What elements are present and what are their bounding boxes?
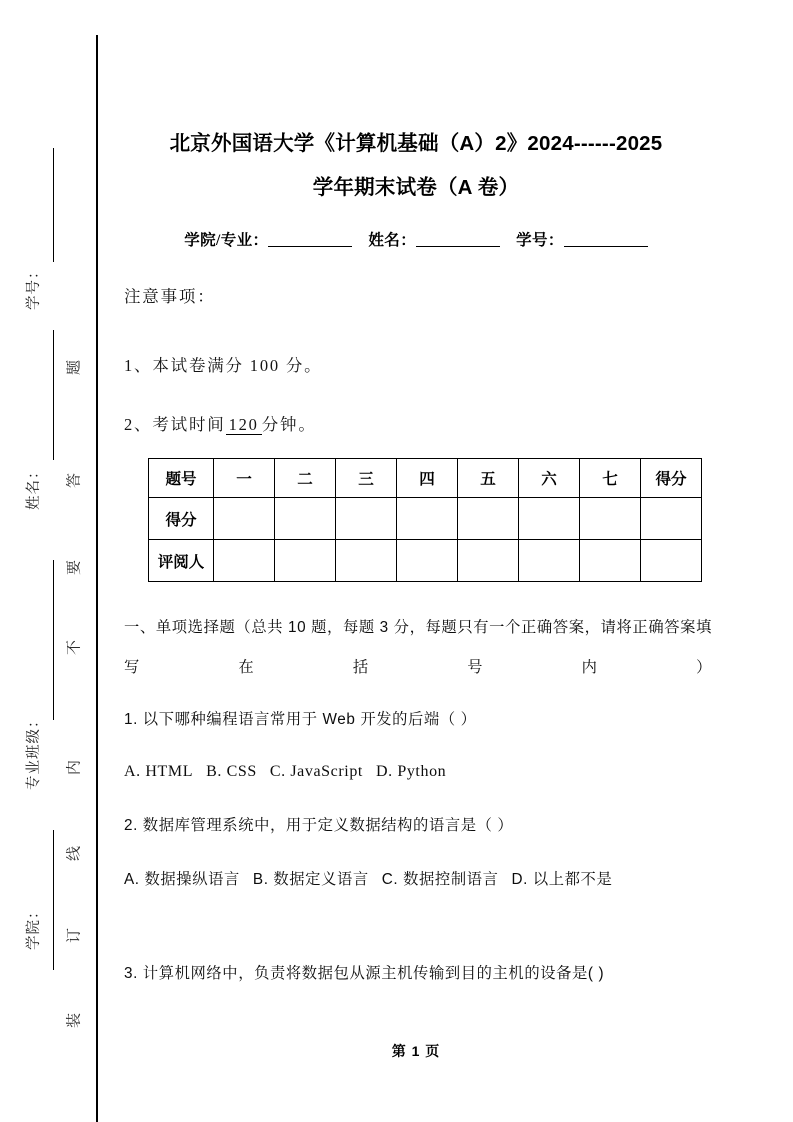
header-cell-7: 七 — [580, 459, 641, 498]
question-2-options — [124, 860, 712, 900]
reviewer-cell-5[interactable] — [458, 540, 519, 582]
score-cell-total[interactable] — [641, 498, 702, 540]
question-1-options — [124, 752, 712, 792]
margin-rule-college — [53, 830, 54, 970]
question-1-option-b[interactable]: B. CSS — [206, 763, 257, 780]
score-table — [148, 458, 702, 582]
title-line-2: 学年期末试卷（A 卷） — [312, 176, 520, 199]
name-field[interactable] — [416, 231, 500, 247]
name-label: 姓名： — [368, 232, 417, 249]
binding-notice-char-2: 答 — [66, 473, 83, 489]
margin-rule-student-id — [53, 148, 54, 262]
college-major-label: 学院/专业： — [184, 232, 269, 249]
score-cell-2[interactable] — [275, 498, 336, 540]
header-cell-0: 题号 — [149, 459, 214, 498]
section-1-heading: 一、单项选择题（总共 10 题，每题 3 分，每题只有一个正确答案，请将正确答案填写在括号内） — [124, 619, 712, 676]
binding-notice-char-7: 订 — [66, 928, 83, 944]
score-cell-7[interactable] — [580, 498, 641, 540]
margin-label-class: 专业班级： — [26, 712, 42, 790]
binding-margin — [0, 0, 98, 1122]
reviewer-cell-6[interactable] — [519, 540, 580, 582]
notes-item-2-suffix: 分钟。 — [261, 415, 317, 434]
margin-label-college: 学院： — [26, 903, 42, 950]
page-title — [122, 122, 710, 210]
header-cell-1: 一 — [214, 459, 275, 498]
question-2-stem: 2. 数据库管理系统中，用于定义数据结构的语言是（ ） — [124, 817, 514, 834]
title-line-1: 北京外国语大学《计算机基础（A）2》2024------2025 — [169, 132, 663, 155]
question-1-option-a[interactable]: A. HTML — [124, 763, 194, 780]
student-id-label: 学号： — [516, 232, 564, 249]
header-cell-5: 五 — [458, 459, 519, 498]
header-cell-8: 得分 — [641, 459, 702, 498]
margin-rule-name — [53, 330, 54, 460]
binding-notice-char-4: 不 — [66, 640, 83, 656]
binding-notice-char-1: 题 — [66, 360, 83, 376]
student-id-field[interactable] — [564, 231, 648, 247]
reviewer-cell-1[interactable] — [214, 540, 275, 582]
score-cell-1[interactable] — [214, 498, 275, 540]
binding-notice-char-8: 装 — [66, 1013, 83, 1029]
table-row — [149, 498, 702, 540]
table-header-row — [149, 459, 702, 498]
reviewer-cell-7[interactable] — [580, 540, 641, 582]
question-2-option-a[interactable]: A. 数据操纵语言 — [124, 871, 240, 888]
header-cell-3: 三 — [336, 459, 397, 498]
header-cell-6: 六 — [519, 459, 580, 498]
question-1-option-d[interactable]: D. Python — [375, 763, 447, 780]
binding-notice-char-6: 线 — [66, 846, 83, 862]
exam-duration-value: 120 — [226, 415, 262, 435]
score-cell-6[interactable] — [519, 498, 580, 540]
reviewer-cell-2[interactable] — [275, 540, 336, 582]
row-label-reviewer: 评阅人 — [149, 540, 214, 582]
notes-item-1: 1、本试卷满分 100 分。 — [124, 356, 323, 375]
question-2-option-c[interactable]: C. 数据控制语言 — [381, 871, 499, 888]
college-major-field[interactable] — [268, 231, 352, 247]
score-cell-5[interactable] — [458, 498, 519, 540]
table-row — [149, 540, 702, 582]
score-cell-4[interactable] — [397, 498, 458, 540]
reviewer-cell-4[interactable] — [397, 540, 458, 582]
page-body — [122, 0, 722, 1122]
header-cell-2: 二 — [275, 459, 336, 498]
margin-label-name: 姓名： — [26, 463, 42, 510]
notes-item-2-prefix: 2、考试时间 — [124, 415, 226, 434]
header-cell-4: 四 — [397, 459, 458, 498]
row-label-score: 得分 — [149, 498, 214, 540]
question-3-stem: 3. 计算机网络中，负责将数据包从源主机传输到目的主机的设备是( ) — [124, 965, 605, 982]
score-cell-3[interactable] — [336, 498, 397, 540]
binding-vertical-rule — [96, 35, 98, 1122]
notes-heading: 注意事项： — [124, 287, 216, 306]
reviewer-cell-3[interactable] — [336, 540, 397, 582]
notes-item-2 — [124, 411, 317, 435]
question-1-stem: 1. 以下哪种编程语言常用于 Web 开发的后端（ ） — [124, 711, 477, 728]
margin-label-student-id: 学号： — [26, 263, 42, 310]
binding-notice-char-5: 内 — [66, 760, 83, 776]
question-1-option-c[interactable]: C. JavaScript — [269, 763, 363, 780]
page-footer: 第 1 页 — [391, 1043, 441, 1059]
margin-rule-class — [53, 560, 54, 720]
binding-notice-char-3: 要 — [66, 560, 83, 576]
question-2-option-b[interactable]: B. 数据定义语言 — [252, 871, 369, 888]
student-info-row — [122, 228, 710, 250]
reviewer-cell-total[interactable] — [641, 540, 702, 582]
question-2-option-d[interactable]: D. 以上都不是 — [511, 871, 613, 888]
